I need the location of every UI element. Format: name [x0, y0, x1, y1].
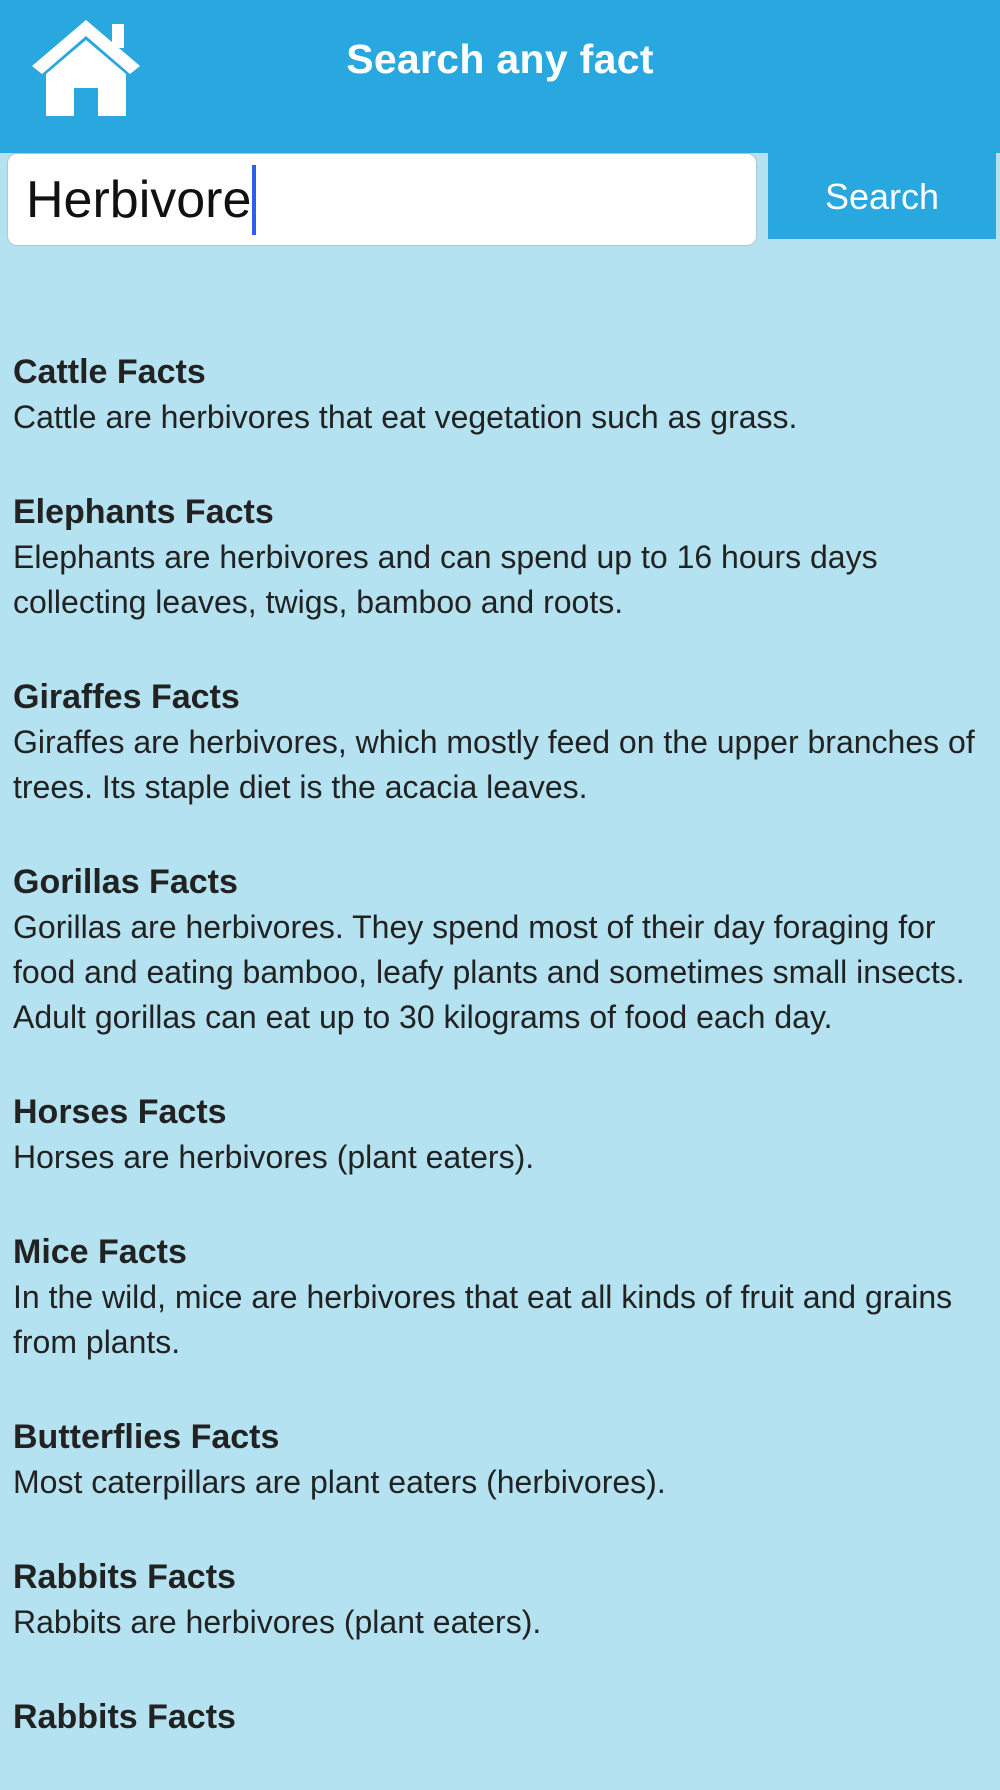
home-button[interactable]	[32, 18, 140, 116]
list-item[interactable]	[13, 1555, 988, 1645]
search-input-value: Herbivore	[26, 170, 252, 229]
result-body: In the wild, mice are herbivores that eat all kinds of fruit and grains from plants.	[13, 1279, 953, 1360]
app-header	[0, 0, 1000, 153]
list-item[interactable]	[13, 1230, 988, 1365]
result-title: Elephants Facts	[13, 493, 274, 531]
result-title: Cattle Facts	[13, 353, 206, 391]
result-body: Elephants are herbivores and can spend up to 16 hours days collecting leaves, twigs, bamboo and roots.	[13, 539, 878, 620]
result-title: Rabbits Facts	[13, 1558, 236, 1596]
result-title: Rabbits Facts	[13, 1698, 236, 1736]
list-item[interactable]	[13, 860, 988, 1040]
page-title: Search any fact	[346, 36, 654, 82]
list-item[interactable]	[13, 490, 988, 625]
result-title: Giraffes Facts	[13, 678, 240, 716]
result-body: Rabbits are herbivores (plant eaters).	[13, 1604, 542, 1640]
home-icon	[32, 18, 140, 116]
text-caret	[252, 165, 256, 235]
list-item[interactable]	[13, 1415, 988, 1505]
result-body: Giraffes are herbivores, which mostly feed on the upper branches of trees. Its staple diet is the acacia leaves.	[13, 724, 975, 805]
results-list	[13, 350, 988, 1790]
search-button[interactable]: Search	[768, 153, 996, 239]
result-title: Horses Facts	[13, 1093, 227, 1131]
result-title: Mice Facts	[13, 1233, 187, 1271]
result-body: Gorillas are herbivores. They spend most of their day foraging for food and eating bamboo, leafy plants and sometimes small insects. Adult gorillas can eat up to 30 kilograms of food each day.	[13, 909, 965, 1035]
search-input[interactable]	[7, 153, 757, 246]
list-item[interactable]	[13, 350, 988, 440]
result-body: Cattle are herbivores that eat vegetation such as grass.	[13, 399, 798, 435]
result-body: Horses are herbivores (plant eaters).	[13, 1139, 535, 1175]
result-title: Gorillas Facts	[13, 863, 238, 901]
list-item[interactable]	[13, 1695, 988, 1740]
list-item[interactable]	[13, 675, 988, 810]
result-body: Most caterpillars are plant eaters (herbivores).	[13, 1464, 666, 1500]
list-item[interactable]	[13, 1090, 988, 1180]
result-title: Butterflies Facts	[13, 1418, 280, 1456]
